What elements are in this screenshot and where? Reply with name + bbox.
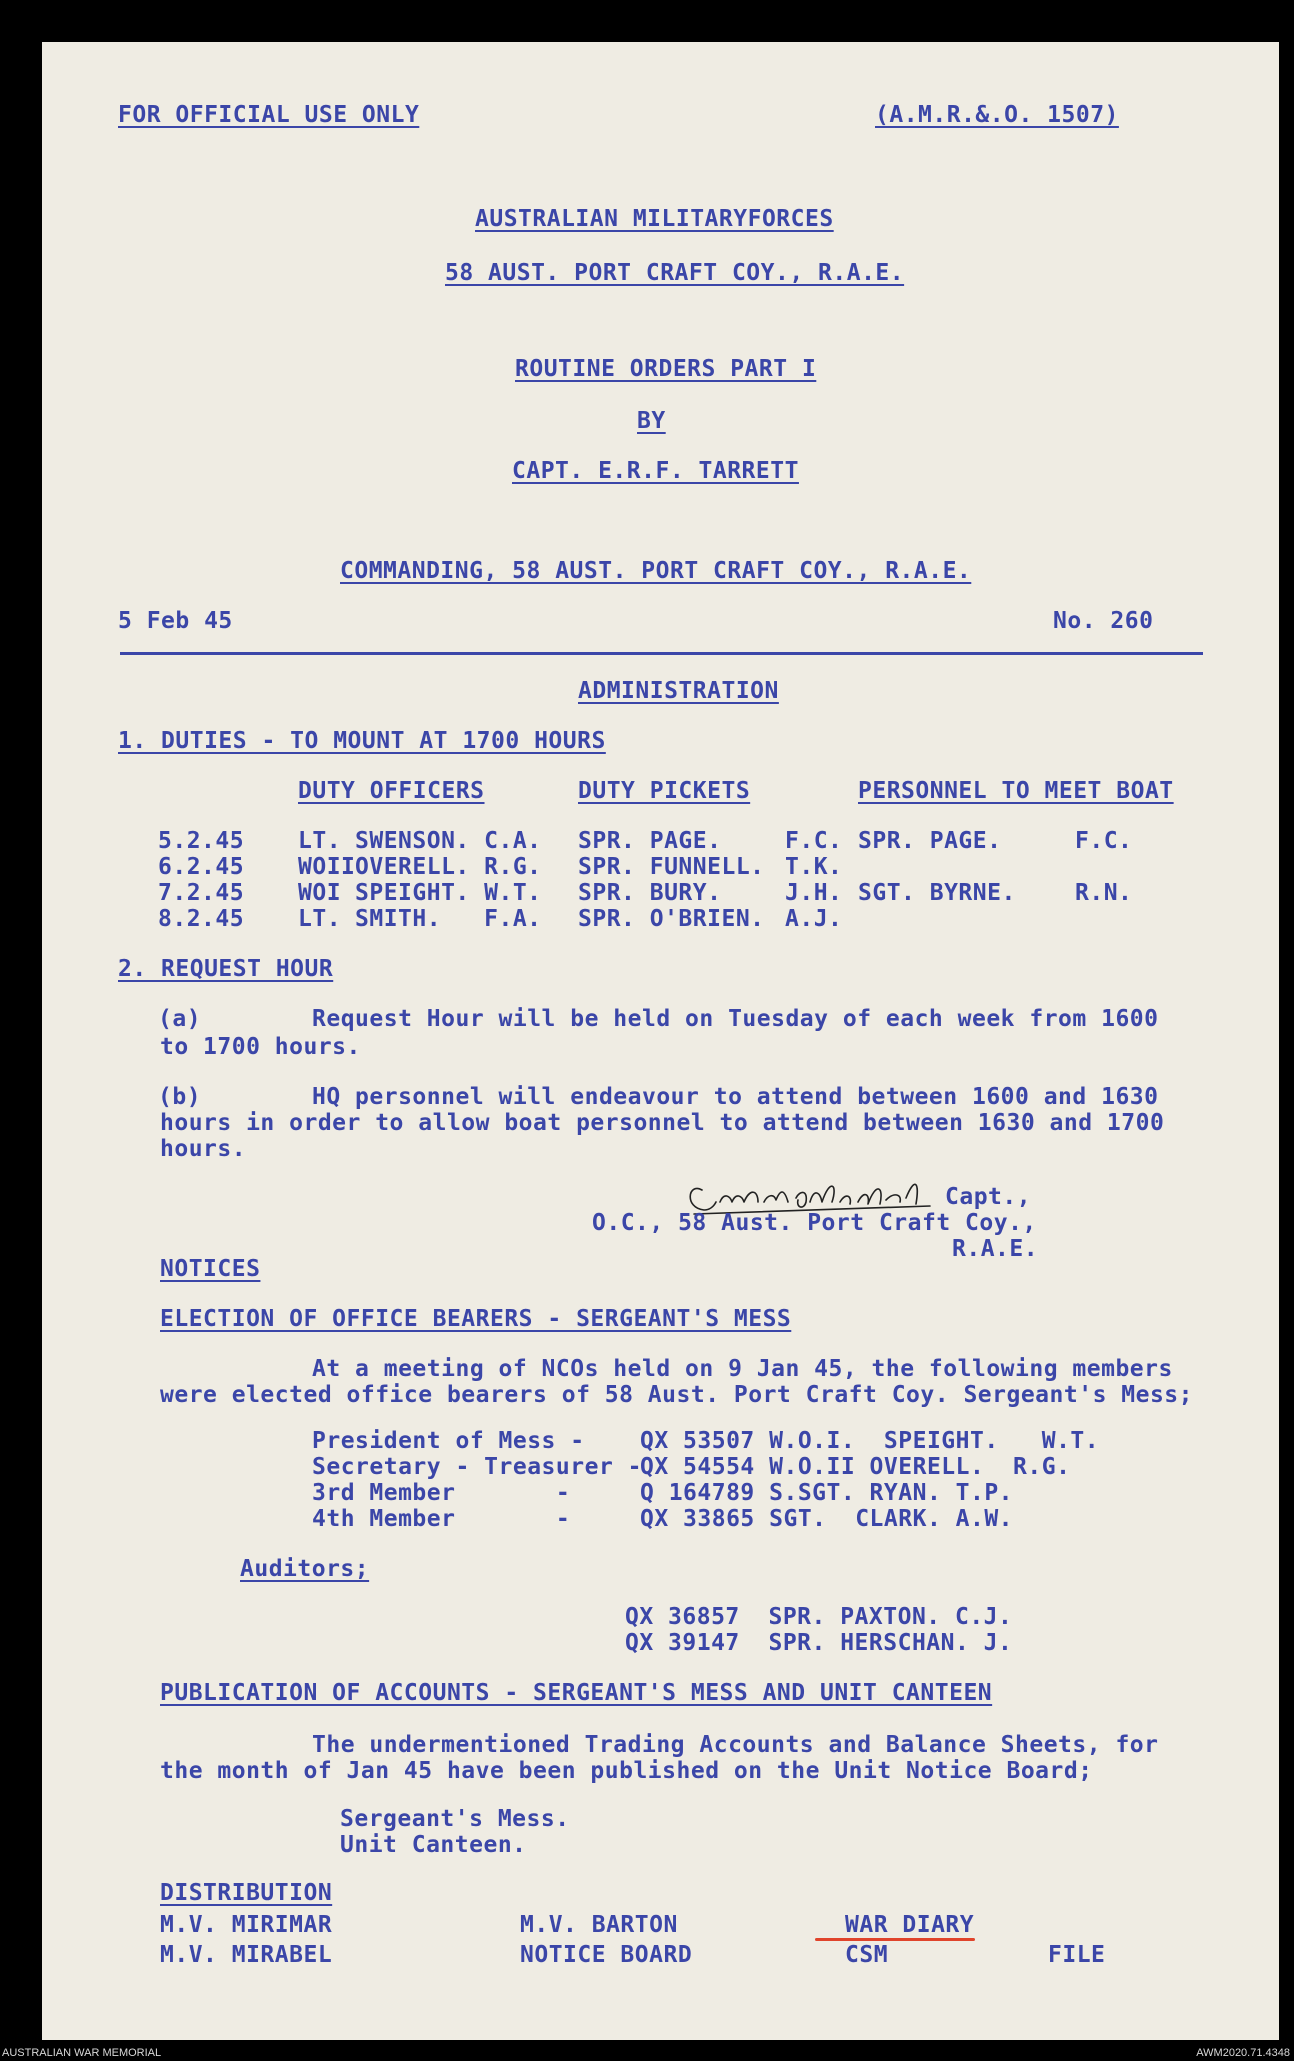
- signature-unit: O.C., 58 Aust. Port Craft Coy.,: [592, 1210, 1037, 1236]
- duty-officer: SPEIGHT. W.T.: [355, 880, 542, 906]
- distribution-item: M.V. MIRIMAR: [160, 1912, 333, 1938]
- header-divider: [120, 652, 1203, 655]
- meet-boat-header: PERSONNEL TO MEET BOAT: [858, 778, 1174, 804]
- member-role: Secretary - Treasurer -: [312, 1454, 642, 1480]
- duty-picket-initials: T.K.: [785, 854, 843, 880]
- org-line-1: AUSTRALIAN MILITARYFORCES: [475, 206, 834, 232]
- member-details: QX 54554 W.O.II OVERELL. R.G.: [640, 1454, 1071, 1480]
- account-item: Unit Canteen.: [340, 1832, 527, 1858]
- duty-date: 7.2.45: [158, 880, 245, 906]
- member-details: QX 53507 W.O.I. SPEIGHT. W.T.: [640, 1428, 1100, 1454]
- duty-picket: SPR. FUNNELL.: [578, 854, 765, 880]
- boat-personnel: SGT. BYRNE.: [858, 880, 1016, 906]
- signature-rank: Capt.,: [945, 1184, 1032, 1210]
- publication-line2: the month of Jan 45 have been published on the Unit Notice Board;: [160, 1758, 1093, 1784]
- boat-personnel-initials: F.C.: [1075, 828, 1133, 854]
- request-b-line3: hours.: [160, 1136, 247, 1162]
- distribution-item: FILE: [1048, 1942, 1106, 1968]
- classification-label: FOR OFFICIAL USE ONLY: [118, 102, 420, 128]
- orders-title: ROUTINE ORDERS PART I: [515, 356, 817, 382]
- distribution-item: M.V. BARTON: [520, 1912, 678, 1938]
- duty-date: 5.2.45: [158, 828, 245, 854]
- by-label: BY: [637, 408, 666, 434]
- request-b-label: (b): [158, 1084, 202, 1110]
- boat-personnel: SPR. PAGE.: [858, 828, 1002, 854]
- order-date: 5 Feb 45: [118, 608, 233, 634]
- duty-picket-initials: F.C.: [785, 828, 843, 854]
- request-b-line1: HQ personnel will endeavour to attend between 1600 and 1630: [312, 1084, 1159, 1110]
- footer-credit: AUSTRALIAN WAR MEMORIAL: [2, 2047, 162, 2059]
- boat-personnel-initials: R.N.: [1075, 880, 1133, 906]
- distribution-item: NOTICE BOARD: [520, 1942, 693, 1968]
- account-item: Sergeant's Mess.: [340, 1806, 570, 1832]
- duty-officers-header: DUTY OFFICERS: [298, 778, 485, 804]
- member-role: 3rd Member -: [312, 1480, 571, 1506]
- request-a-label: (a): [158, 1006, 202, 1032]
- administration-heading: ADMINISTRATION: [578, 678, 779, 704]
- member-role: 4th Member -: [312, 1506, 571, 1532]
- signature-corps: R.A.E.: [952, 1236, 1039, 1262]
- auditor-item: QX 36857 SPR. PAXTON. C.J.: [625, 1604, 1013, 1630]
- form-reference: (A.M.R.&.O. 1507): [875, 102, 1119, 128]
- duty-picket: SPR. BURY.: [578, 880, 722, 906]
- distribution-heading: DISTRIBUTION: [160, 1880, 333, 1906]
- request-a-line1: Request Hour will be held on Tuesday of each week from 1600: [312, 1006, 1159, 1032]
- distribution-item: CSM: [845, 1942, 889, 1968]
- duty-pickets-header: DUTY PICKETS: [578, 778, 751, 804]
- request-hour-heading: 2. REQUEST HOUR: [118, 956, 334, 982]
- auditor-item: QX 39147 SPR. HERSCHAN. J.: [625, 1630, 1013, 1656]
- duty-officer: OVERELL. R.G.: [355, 854, 542, 880]
- org-line-2: 58 AUST. PORT CRAFT COY., R.A.E.: [445, 260, 905, 286]
- duty-picket: SPR. O'BRIEN.: [578, 906, 765, 932]
- duty-rank: LT.: [298, 828, 342, 854]
- duty-date: 8.2.45: [158, 906, 245, 932]
- member-details: QX 33865 SGT. CLARK. A.W.: [640, 1506, 1014, 1532]
- officer-name: CAPT. E.R.F. TARRETT: [512, 458, 799, 484]
- publication-line1: The undermentioned Trading Accounts and Balance Sheets, for: [312, 1732, 1159, 1758]
- footer-accession: AWM2020.71.4348: [1196, 2047, 1290, 2059]
- duty-picket-initials: J.H.: [785, 880, 843, 906]
- duty-officer: SWENSON. C.A.: [355, 828, 542, 854]
- election-line1: At a meeting of NCOs held on 9 Jan 45, the following members: [312, 1356, 1173, 1382]
- commanding-line: COMMANDING, 58 AUST. PORT CRAFT COY., R.A.E.: [340, 558, 972, 584]
- election-heading: ELECTION OF OFFICE BEARERS - SERGEANT'S MESS: [160, 1306, 792, 1332]
- member-details: Q 164789 S.SGT. RYAN. T.P.: [640, 1480, 1014, 1506]
- distribution-item: WAR DIARY: [845, 1912, 975, 1938]
- duty-picket: SPR. PAGE.: [578, 828, 722, 854]
- auditors-heading: Auditors;: [240, 1556, 370, 1582]
- order-number: No. 260: [1053, 608, 1154, 634]
- duty-officer: SMITH. F.A.: [355, 906, 542, 932]
- distribution-item: M.V. MIRABEL: [160, 1942, 333, 1968]
- duty-rank: LT.: [298, 906, 342, 932]
- member-role: President of Mess -: [312, 1428, 585, 1454]
- duty-picket-initials: A.J.: [785, 906, 843, 932]
- request-a-line2: to 1700 hours.: [160, 1034, 361, 1060]
- notices-heading: NOTICES: [160, 1256, 261, 1282]
- duty-date: 6.2.45: [158, 854, 245, 880]
- duty-rank: WOI: [298, 880, 342, 906]
- election-line2: were elected office bearers of 58 Aust. Port Craft Coy. Sergeant's Mess;: [160, 1382, 1193, 1408]
- duty-rank: WOII: [298, 854, 356, 880]
- publication-heading: PUBLICATION OF ACCOUNTS - SERGEANT'S MESS AND UNIT CANTEEN: [160, 1680, 993, 1706]
- request-b-line2: hours in order to allow boat personnel to attend between 1630 and 1700: [160, 1110, 1165, 1136]
- war-diary-red-underline: [815, 1938, 975, 1941]
- duties-heading: 1. DUTIES - TO MOUNT AT 1700 HOURS: [118, 728, 606, 754]
